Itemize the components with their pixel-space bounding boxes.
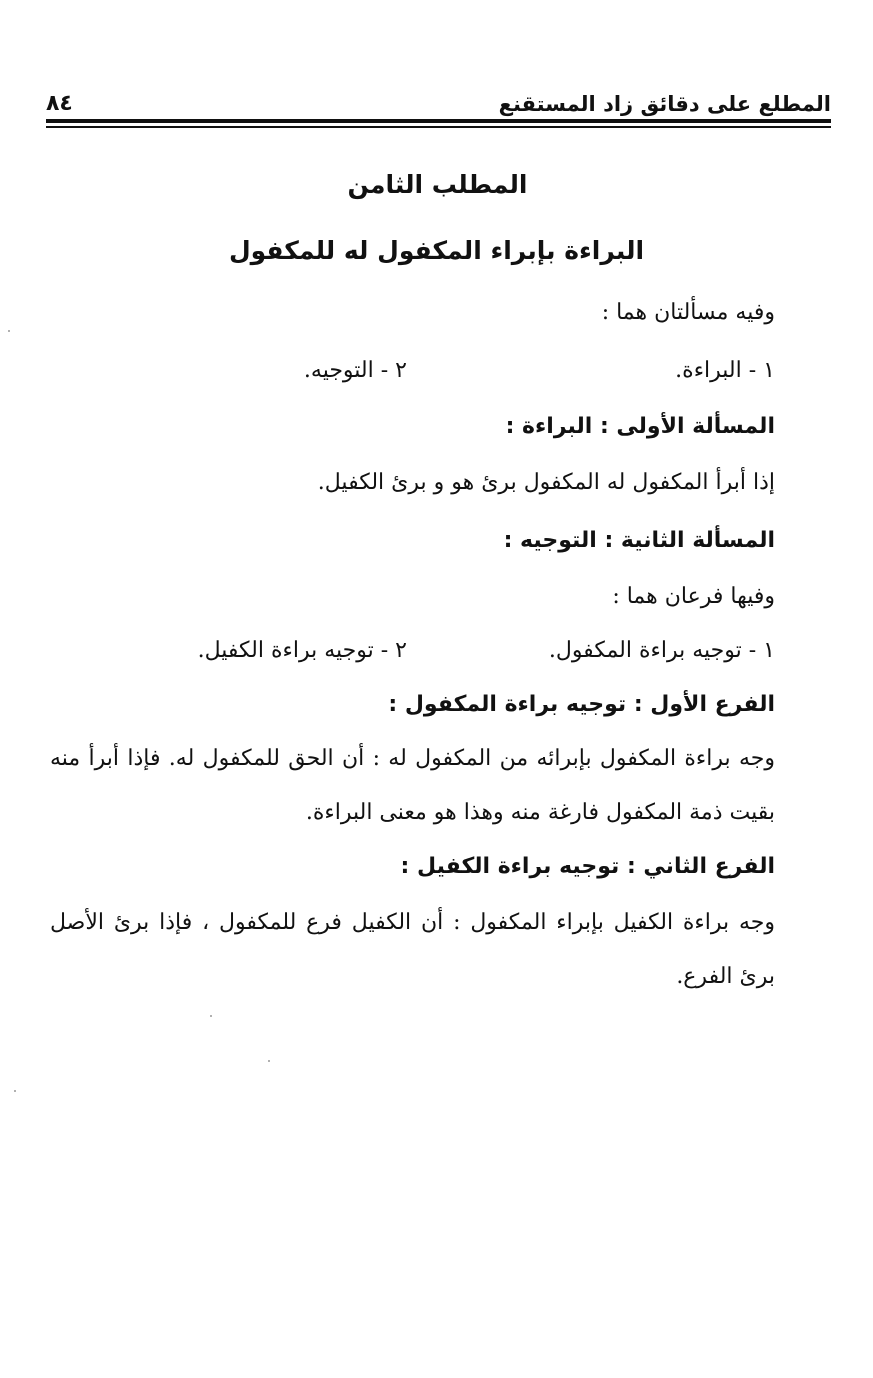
section-subtitle: البراءة بإبراء المكفول له للمكفول — [228, 236, 645, 265]
section-title: المطلب الثامن — [347, 170, 528, 199]
list-item: ١ - البراءة. — [675, 358, 775, 383]
branch1-text: وجه براءة المكفول بإبرائه من المكفول له : أن الحق للمكفول له. فإذا أبرأ منه بقيت ذمة المكفول فارغة منه وهذا هو معنى البراءة. — [50, 746, 775, 825]
branch1-heading: الفرع الأول : توجيه براءة المكفول : — [388, 692, 775, 717]
branch2-text: وجه براءة الكفيل بإبراء المكفول : أن الكفيل فرع للمكفول ، فإذا برئ الأصل برئ الفرع. — [50, 910, 775, 989]
page-number: ٨٤ — [46, 91, 73, 116]
issue1-heading: المسألة الأولى : البراءة : — [505, 414, 775, 439]
header-rule-thin — [46, 126, 831, 128]
book-title: المطلع على دقائق زاد المستقنع — [498, 92, 831, 116]
scan-speck — [14, 1090, 16, 1092]
scan-speck — [268, 1060, 270, 1062]
header-rule-thick — [46, 119, 831, 123]
running-header — [46, 82, 831, 116]
scan-speck — [210, 1015, 212, 1017]
issue1-text: إذا أبرأ المكفول له المكفول برئ هو و برئ الكفيل. — [317, 470, 775, 495]
list-item: ٢ - توجيه براءة الكفيل. — [197, 638, 407, 663]
scan-speck — [8, 330, 10, 332]
list-item: ٢ - التوجيه. — [303, 358, 407, 383]
branch2-heading: الفرع الثاني : توجيه براءة الكفيل : — [400, 854, 775, 879]
issue2-intro: وفيها فرعان هما : — [612, 584, 775, 609]
intro-text: وفيه مسألتان هما : — [601, 300, 775, 325]
list-item: ١ - توجيه براءة المكفول. — [548, 638, 775, 663]
issue2-heading: المسألة الثانية : التوجيه : — [503, 528, 775, 553]
